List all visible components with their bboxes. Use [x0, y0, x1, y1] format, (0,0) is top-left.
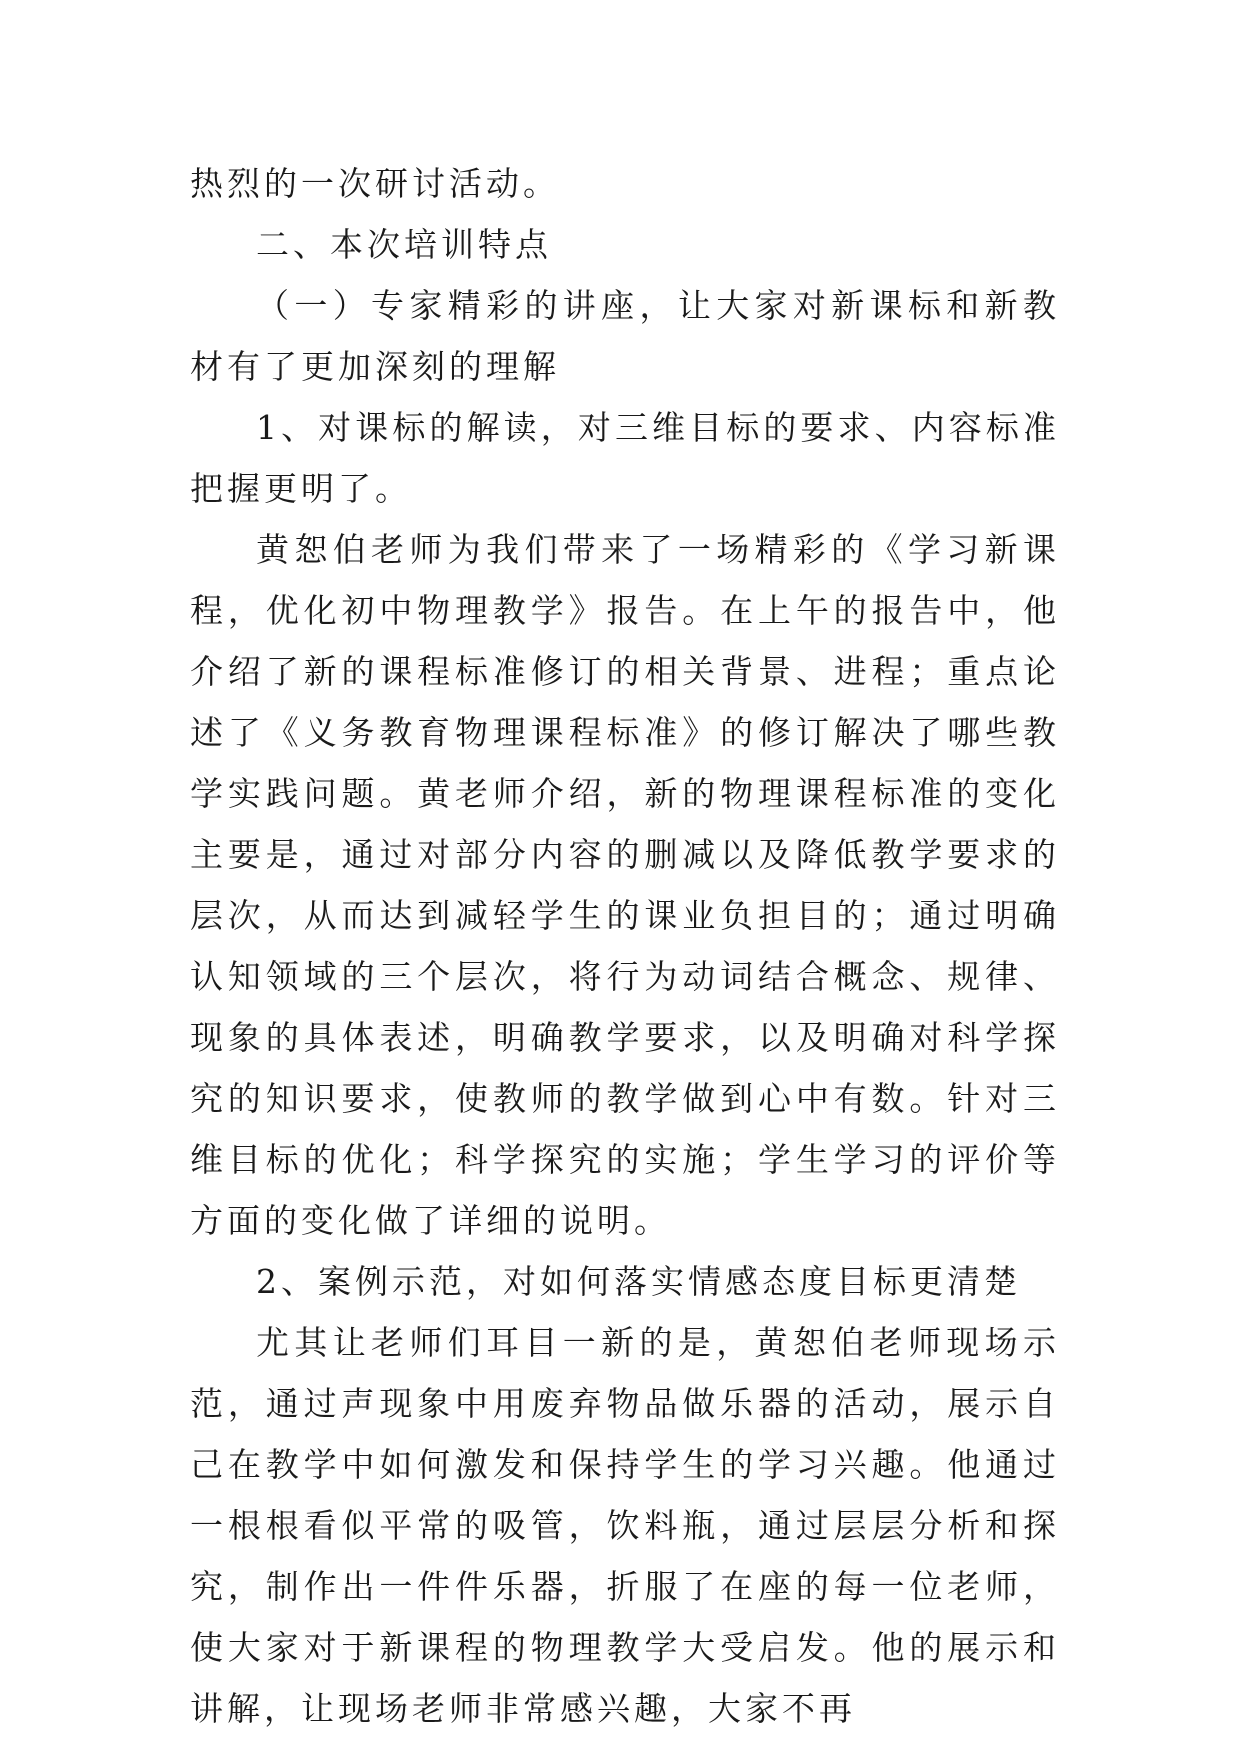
- document-body: [190, 153, 1060, 1739]
- point-heading-curriculum-interpretation: 1、对课标的解读，对三维目标的要求、内容标准把握更明了。: [190, 408, 1060, 508]
- paragraph-demonstration-details: 尤其让老师们耳目一新的是，黄恕伯老师现场示范，通过声现象中用废弃物品做乐器的活动，展示自己在教学中如何激发和保持学生的学习兴趣。他通过一根根看似平常的吸管，饮料瓶，通过层层分析和探究，制作出一件件乐器，折服了在座的每一位老师，使大家对于新课程的物理教学大受启发。他的展示和讲解，让现场老师非常感兴趣，大家不再: [190, 1323, 1060, 1728]
- section-heading-training-features: 二、本次培训特点: [256, 225, 552, 264]
- paragraph-huang-report: 黄恕伯老师为我们带来了一场精彩的《学习新课程，优化初中物理教学》报告。在上午的报告中，他介绍了新的课程标准修订的相关背景、进程；重点论述了《义务教育物理课程标准》的修订解决了哪些教学实践问题。黄老师介绍，新的物理课程标准的变化主要是，通过对部分内容的删减以及降低教学要求的层次，从而达到减轻学生的课业负担目的；通过明确认知领域的三个层次，将行为动词结合概念、规律、现象的具体表述，明确教学要求，以及明确对科学探究的知识要求，使教师的教学做到心中有数。针对三维目标的优化；科学探究的实施；学生学习的评价等方面的变化做了详细的说明。: [190, 530, 1060, 1240]
- subsection-heading-expert-lectures: （一）专家精彩的讲座，让大家对新课标和新教材有了更加深刻的理解: [190, 286, 1060, 386]
- paragraph-continuation: 热烈的一次研讨活动。: [190, 164, 560, 203]
- point-heading-case-demonstration: 2、案例示范，对如何落实情感态度目标更清楚: [256, 1262, 1021, 1301]
